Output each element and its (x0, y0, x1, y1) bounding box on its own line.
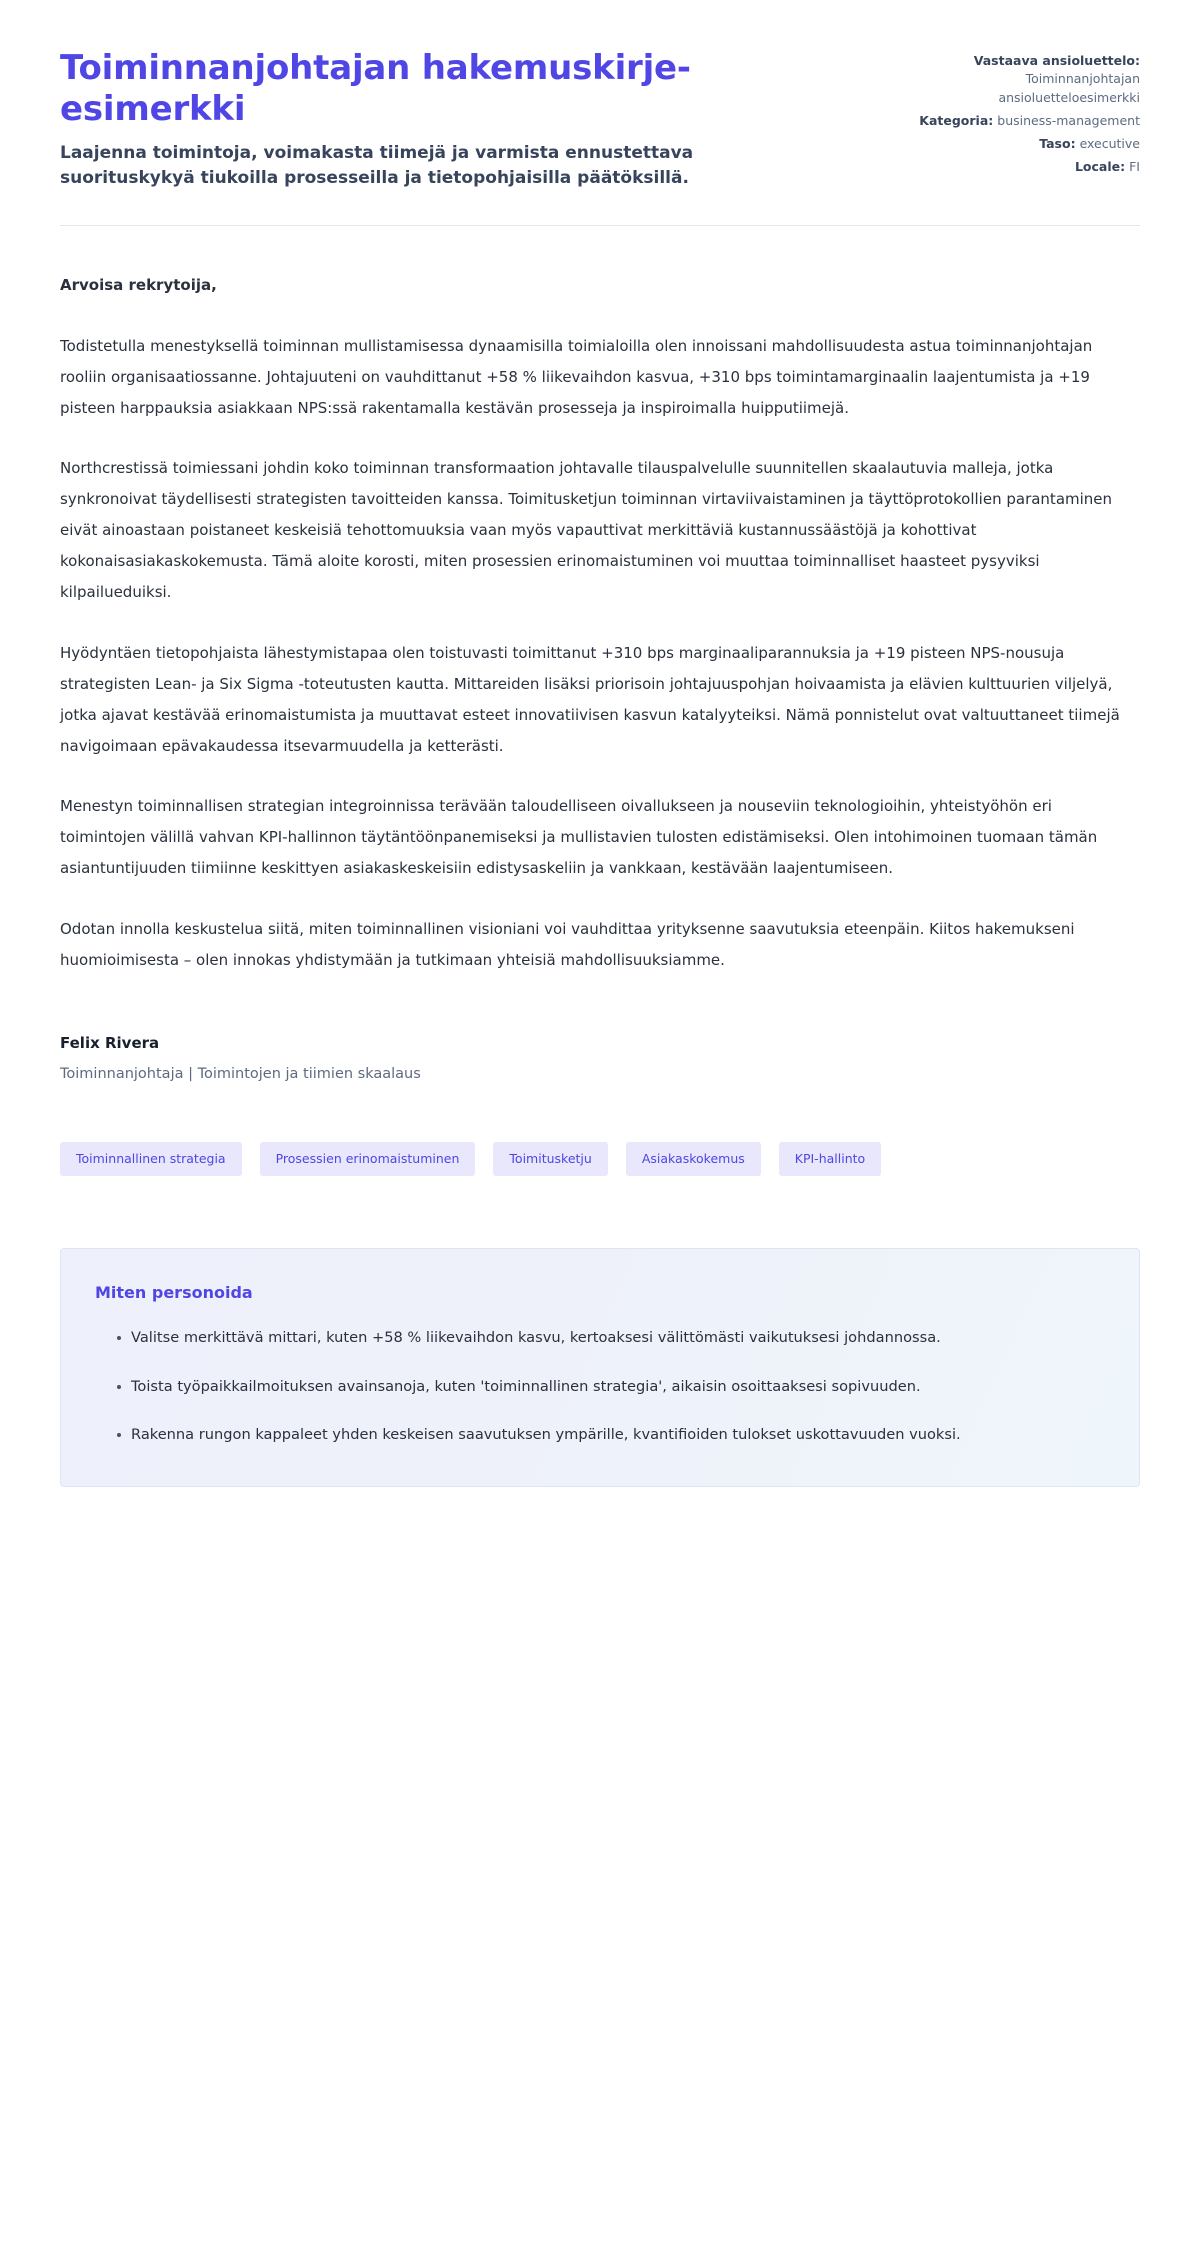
callout-list-item: Toista työpaikkailmoituksen avainsanoja, kuten 'toiminnallinen strategia', aikaisin osoittaaksesi sopivuuden. (117, 1373, 1105, 1401)
signature-block (60, 1034, 1140, 1082)
tag-pill[interactable]: Toiminnallinen strategia (60, 1142, 242, 1177)
meta-category-value: business-management (997, 112, 1140, 128)
meta-category (900, 112, 1140, 130)
tag-pill[interactable]: KPI-hallinto (779, 1142, 881, 1177)
meta-related-resume-value[interactable]: Toiminnanjohtajan ansioluetteloesimerkki (998, 71, 1140, 105)
meta-locale-label: Locale: (1074, 159, 1126, 175)
meta-level-label: Taso: (1039, 136, 1076, 151)
letter-paragraph: Todistetulla menestyksellä toiminnan mullistamisessa dynaamisilla toimialoilla olen innoissani mahdollisuudesta astua toiminnanjohtajan rooliin organisaatiossanne. Johtajuuteni on vauhdittanut +58 % liikevaihdon kasvua, +310 bps toimintamarginaalin laajentumista ja +19 pisteen harppauksia asiakkaan NPS:ssä rakentamalla kestävän prosesseja ja inspiroimalla huipputiimejä. (60, 336, 1093, 417)
meta-related-resume (900, 52, 1140, 107)
callout-list (95, 1324, 1105, 1449)
page-title: Toiminnanjohtajan hakemuskirje-esimerkki (60, 48, 691, 130)
letter-paragraph: Odotan innolla keskustelua siitä, miten toiminnallinen visioniani voi vauhdittaa yrityksenne saavutuksia eteenpäin. Kiitos hakemukseni huomioimisesta – olen innokas yhdistymään ja tutkimaan yhteisiä mahdollisuuksiamme. (60, 920, 1075, 970)
header-divider (60, 225, 1140, 226)
document-header (60, 48, 1140, 225)
signature-name: Felix Rivera (60, 1033, 160, 1052)
letter-paragraph: Northcrestissä toimiessani johdin koko toiminnan transformaation johtavalle tilauspalvelulle suunnitellen skaalautuvia malleja, jotka synkronoivat täydellisesti strategisten tavoitteiden kanssa. Toimitusketjun toiminnan virtaviivaistaminen ja täyttöprotokollien parantaminen eivät ainoastaan poistaneet keskeisiä tehottomuuksia vaan myös vapauttivat merkittäviä kustannussäästöjä ja kohottivat kokonaisasiakaskokemusta. Tämä aloite korosti, miten prosessien erinomaistuminen voi muuttaa toiminnalliset haasteet pysyviksi kilpailueduiksi. (60, 459, 1113, 602)
meta-level (900, 135, 1140, 153)
tag-pill[interactable]: Asiakaskokemus (626, 1142, 761, 1177)
callout-list-item: Rakenna rungon kappaleet yhden keskeisen saavutuksen ympärille, kvantifioiden tulokset uskottavuuden vuoksi. (117, 1421, 1105, 1449)
meta-related-resume-label: Vastaava ansioluettelo: (973, 53, 1140, 68)
salutation: Arvoisa rekrytoija, (60, 275, 217, 294)
header-meta-block (900, 48, 1140, 177)
personalization-callout (60, 1248, 1140, 1486)
page-subtitle: Laajenna toimintoja, voimakasta tiimejä ja varmista ennustettava suorituskykyä tiukoilla prosesseilla ja tietopohjaisilla päätöksillä. (60, 142, 694, 188)
tag-pill[interactable]: Prosessien erinomaistuminen (260, 1142, 476, 1177)
letter-paragraphs (60, 331, 1140, 976)
header-title-block (60, 48, 750, 191)
signature-role: Toiminnanjohtaja | Toimintojen ja tiimien skaalaus (60, 1065, 421, 1082)
meta-category-label: Kategoria: (919, 112, 994, 128)
tag-list (60, 1142, 960, 1177)
cover-letter-body (60, 270, 1140, 976)
callout-list-item: Valitse merkittävä mittari, kuten +58 % liikevaihdon kasvu, kertoaksesi välittömästi vaikutuksesi johdannossa. (117, 1324, 1105, 1352)
meta-locale (900, 158, 1140, 176)
callout-title: Miten personoida (95, 1283, 253, 1303)
letter-paragraph: Menestyn toiminnallisen strategian integroinnissa terävään taloudelliseen oivallukseen ja nouseviin teknologioihin, yhteistyöhön eri toimintojen välillä vahvan KPI-hallinnon täytäntöönpanemiseksi ja mullistavien tulosten edistämiseksi. Olen intohimoinen tuomaan tämän asiantuntijuuden tiimiinne keskittyen asiakaskeskeisiin edistysaskeliin ja vankkaan, kestävään laajentumiseen. (60, 797, 1098, 878)
tag-pill[interactable]: Toimitusketju (493, 1142, 607, 1177)
letter-paragraph: Hyödyntäen tietopohjaista lähestymistapaa olen toistuvasti toimittanut +310 bps marginaaliparannuksia ja +19 pisteen NPS-nousuja strategisten Lean- ja Six Sigma -toteutusten kautta. Mittareiden lisäksi priorisoin johtajuuspohjan hoivaamista ja elävien kulttuurien viljelyä, jotka ajavat kestävää erinomaistumista ja muuttavat esteet innovatiivisen kasvun katalyyteiksi. Nämä ponnistelut ovat valtuuttaneet tiimejä navigoimaan epävakaudessa itsevarmuudella ja ketterästi. (60, 643, 1120, 755)
meta-level-value: executive (1079, 136, 1140, 151)
meta-locale-value: FI (1129, 159, 1140, 175)
